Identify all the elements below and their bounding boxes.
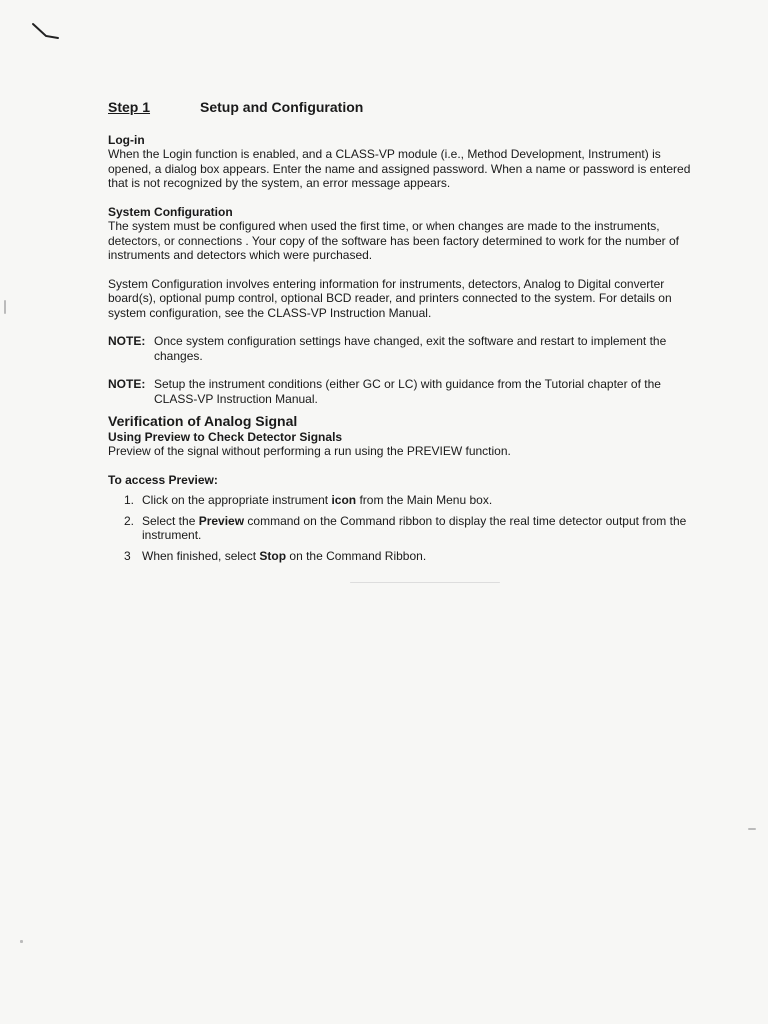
list-item bbox=[108, 549, 700, 564]
note-2 bbox=[108, 377, 700, 406]
login-heading: Log-in bbox=[108, 132, 145, 147]
step-text-part: on the Command Ribbon. bbox=[286, 548, 427, 563]
note-text: Setup the instrument conditions (either GC or LC) with guidance from the Tutorial chapter of the CLASS-VP Instruction Manual. bbox=[154, 377, 661, 406]
verification-heading: Verification of Analog Signal bbox=[108, 413, 298, 429]
list-item bbox=[108, 493, 700, 508]
step-text-bold: Stop bbox=[259, 548, 287, 563]
step-text bbox=[142, 549, 700, 564]
step-text-part: from the Main Menu box. bbox=[356, 493, 493, 507]
scan-speck bbox=[4, 300, 6, 314]
verification-subheading: Using Preview to Check Detector Signals bbox=[108, 429, 343, 444]
step-text-part: Select the bbox=[142, 513, 199, 528]
step-title: Setup and Configuration bbox=[200, 99, 364, 115]
step-text-part: Click on the appropriate instrument bbox=[142, 493, 332, 507]
note-label: NOTE: bbox=[108, 377, 146, 391]
verification-text: Preview of the signal without performing a run using the PREVIEW function. bbox=[108, 444, 511, 458]
scan-speck bbox=[20, 940, 23, 943]
access-preview-heading: To access Preview: bbox=[108, 472, 218, 487]
access-preview-section bbox=[108, 473, 700, 564]
system-config-details bbox=[108, 277, 700, 321]
step-text-part: When finished, select bbox=[142, 548, 260, 563]
step-text bbox=[142, 493, 700, 508]
login-text: When the Login function is enabled, and a CLASS-VP module (i.e., Method Development, Instrument) is opened, a dialog box appears. Enter the name and assigned password. When a name or password is entered that is not recognized by the system, an error message appears. bbox=[108, 147, 691, 190]
preview-steps-list bbox=[108, 493, 700, 563]
system-config-text-1: The system must be configured when used the first time, or when changes are made to the instruments, detectors, or connections . Your copy of the software has been factory determined to work for the number of instruments and detectors which were purchased. bbox=[108, 219, 679, 262]
step-text bbox=[142, 514, 700, 543]
step-text-part: command on the Command ribbon to display the real time detector output from the instrument. bbox=[142, 513, 687, 542]
verification-section bbox=[108, 414, 700, 459]
step-header bbox=[108, 100, 700, 115]
system-config-heading: System Configuration bbox=[108, 204, 233, 219]
scan-speck bbox=[350, 582, 500, 583]
list-item bbox=[108, 514, 700, 543]
step-index: 3 bbox=[124, 548, 131, 563]
note-label: NOTE: bbox=[108, 334, 146, 348]
step-text-bold: Preview bbox=[198, 513, 245, 528]
step-number: Step 1 bbox=[108, 99, 151, 115]
scan-speck bbox=[748, 828, 756, 830]
login-section bbox=[108, 133, 700, 191]
note-1 bbox=[108, 334, 700, 363]
step-index: 2. bbox=[124, 513, 135, 528]
step-text-bold: icon bbox=[331, 493, 357, 507]
note-text: Once system configuration settings have changed, exit the software and restart to implement the changes. bbox=[154, 334, 667, 363]
step-index: 1. bbox=[124, 493, 135, 507]
system-config-text-2: System Configuration involves entering information for instruments, detectors, Analog to Digital converter board(s), optional pump control, optional BCD reader, and printers connected to the system. For details on system configuration, see the CLASS-VP Instruction Manual. bbox=[108, 276, 672, 320]
document-body bbox=[108, 100, 700, 577]
system-config-section bbox=[108, 205, 700, 263]
handwritten-mark bbox=[30, 18, 70, 48]
